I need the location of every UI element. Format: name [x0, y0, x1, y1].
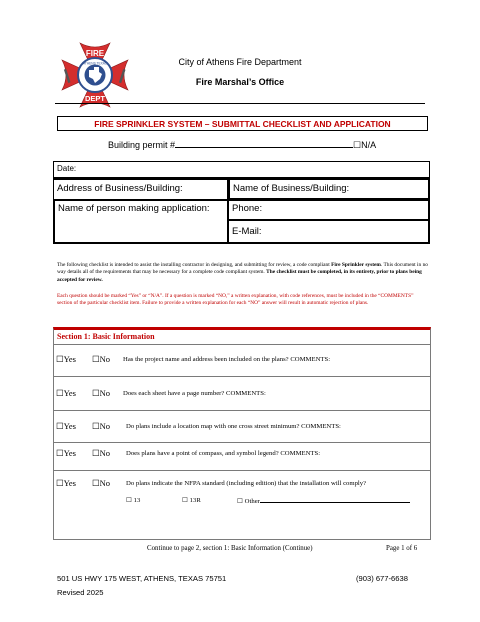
marking-rules-paragraph: Each question should be marked “Yes” or “N/A”. If a question is marked “NO,” a written explanation, with code references, must be included in the “COMMENTS” section of the particular checklist item. Failure to provide a written explanation for each “NO” answer will result in automatic rejection of plans. [57, 293, 414, 307]
form-title: FIRE SPRINKLER SYSTEM – SUBMITTAL CHECKLIST AND APPLICATION [57, 116, 428, 131]
revision-note: Revised 2025 [57, 588, 104, 597]
business-name-label: Name of Business/Building: [233, 183, 350, 194]
q2-no-checkbox[interactable]: ☐No [92, 388, 111, 398]
footer-address: 501 US HWY 175 WEST, ATHENS, TEXAS 75751 [57, 574, 227, 583]
q4-no-checkbox[interactable]: ☐No [92, 448, 111, 458]
q2-text: Does each sheet have a page number? COMMENTS: [123, 390, 266, 397]
building-permit-row [108, 139, 376, 151]
address-field[interactable] [53, 178, 228, 200]
q1-yes-checkbox[interactable]: ☐Yes [56, 354, 76, 364]
q1-no-checkbox[interactable]: ☐No [92, 354, 111, 364]
na-label: N/A [361, 140, 377, 150]
applicant-name-field[interactable] [53, 200, 228, 244]
nfpa-other-input[interactable] [260, 496, 410, 503]
instructions-paragraph: The following checklist is intended to assist the installing contractor in designing, and submitting for review, a code compliant Fire Sprinkler system. This document in no way details all of the requirements that may be necessary for a complete code compliant system. The checklist must be completed, in its entirety, prior to plans being accepted for review. [57, 262, 428, 283]
office-name: Fire Marshal’s Office [195, 77, 285, 87]
q4-yes-checkbox[interactable]: ☐Yes [56, 448, 76, 458]
section-1-basic-information [53, 327, 431, 540]
row-divider [54, 410, 430, 411]
q5-text: Do plans indicate the NFPA standard (including edition) that the installation will comply? [126, 480, 367, 487]
q2-yes-checkbox[interactable]: ☐Yes [56, 388, 76, 398]
q3-yes-checkbox[interactable]: ☐Yes [56, 421, 76, 431]
q5-yes-checkbox[interactable]: ☐Yes [56, 478, 76, 488]
phone-field[interactable] [228, 200, 430, 220]
row-divider [54, 442, 430, 443]
business-name-field[interactable] [228, 178, 430, 200]
applicant-info-table [53, 161, 430, 265]
email-field[interactable] [228, 220, 430, 244]
row-divider [54, 376, 430, 377]
logo-fire-text: FIRE [85, 49, 105, 58]
date-field[interactable] [53, 161, 430, 178]
q3-text: Do plans include a location map with one cross street minimum? COMMENTS: [126, 423, 341, 430]
building-permit-label: Building permit # [108, 140, 176, 150]
building-permit-field[interactable] [175, 139, 353, 148]
na-checkbox[interactable]: ☐ [353, 140, 362, 150]
department-name: City of Athens Fire Department [178, 57, 302, 67]
nfpa-13-checkbox[interactable]: ☐ 13 [126, 497, 141, 504]
continue-note: Continue to page 2, section 1: Basic Information (Continue) [147, 545, 313, 552]
address-label: Address of Business/Building: [57, 183, 183, 194]
nfpa-other-checkbox[interactable]: ☐ Other [237, 496, 410, 505]
q5-no-checkbox[interactable]: ☐No [92, 478, 111, 488]
fire-department-logo [58, 39, 132, 111]
date-label: Date: [57, 164, 77, 173]
applicant-name-label: Name of person making application: [58, 203, 210, 214]
q3-no-checkbox[interactable]: ☐No [92, 421, 111, 431]
footer-phone: (903) 677-6638 [356, 574, 408, 583]
email-label: E-Mail: [232, 226, 262, 237]
logo-dept-text: DEPT [84, 94, 106, 103]
header-divider [55, 103, 425, 104]
phone-label: Phone: [232, 203, 263, 214]
logo-ring-text: ATHENS TEXAS [83, 61, 107, 66]
page-number: Page 1 of 6 [386, 545, 418, 552]
q1-text: Has the project name and address been included on the plans? COMMENTS: [123, 356, 331, 363]
row-divider [54, 470, 430, 471]
q4-text: Does plans have a point of compass, and symbol legend? COMMENTS: [126, 450, 321, 457]
section-1-title: Section 1: Basic Information [54, 330, 430, 345]
nfpa-13r-checkbox[interactable]: ☐ 13R [182, 497, 201, 504]
